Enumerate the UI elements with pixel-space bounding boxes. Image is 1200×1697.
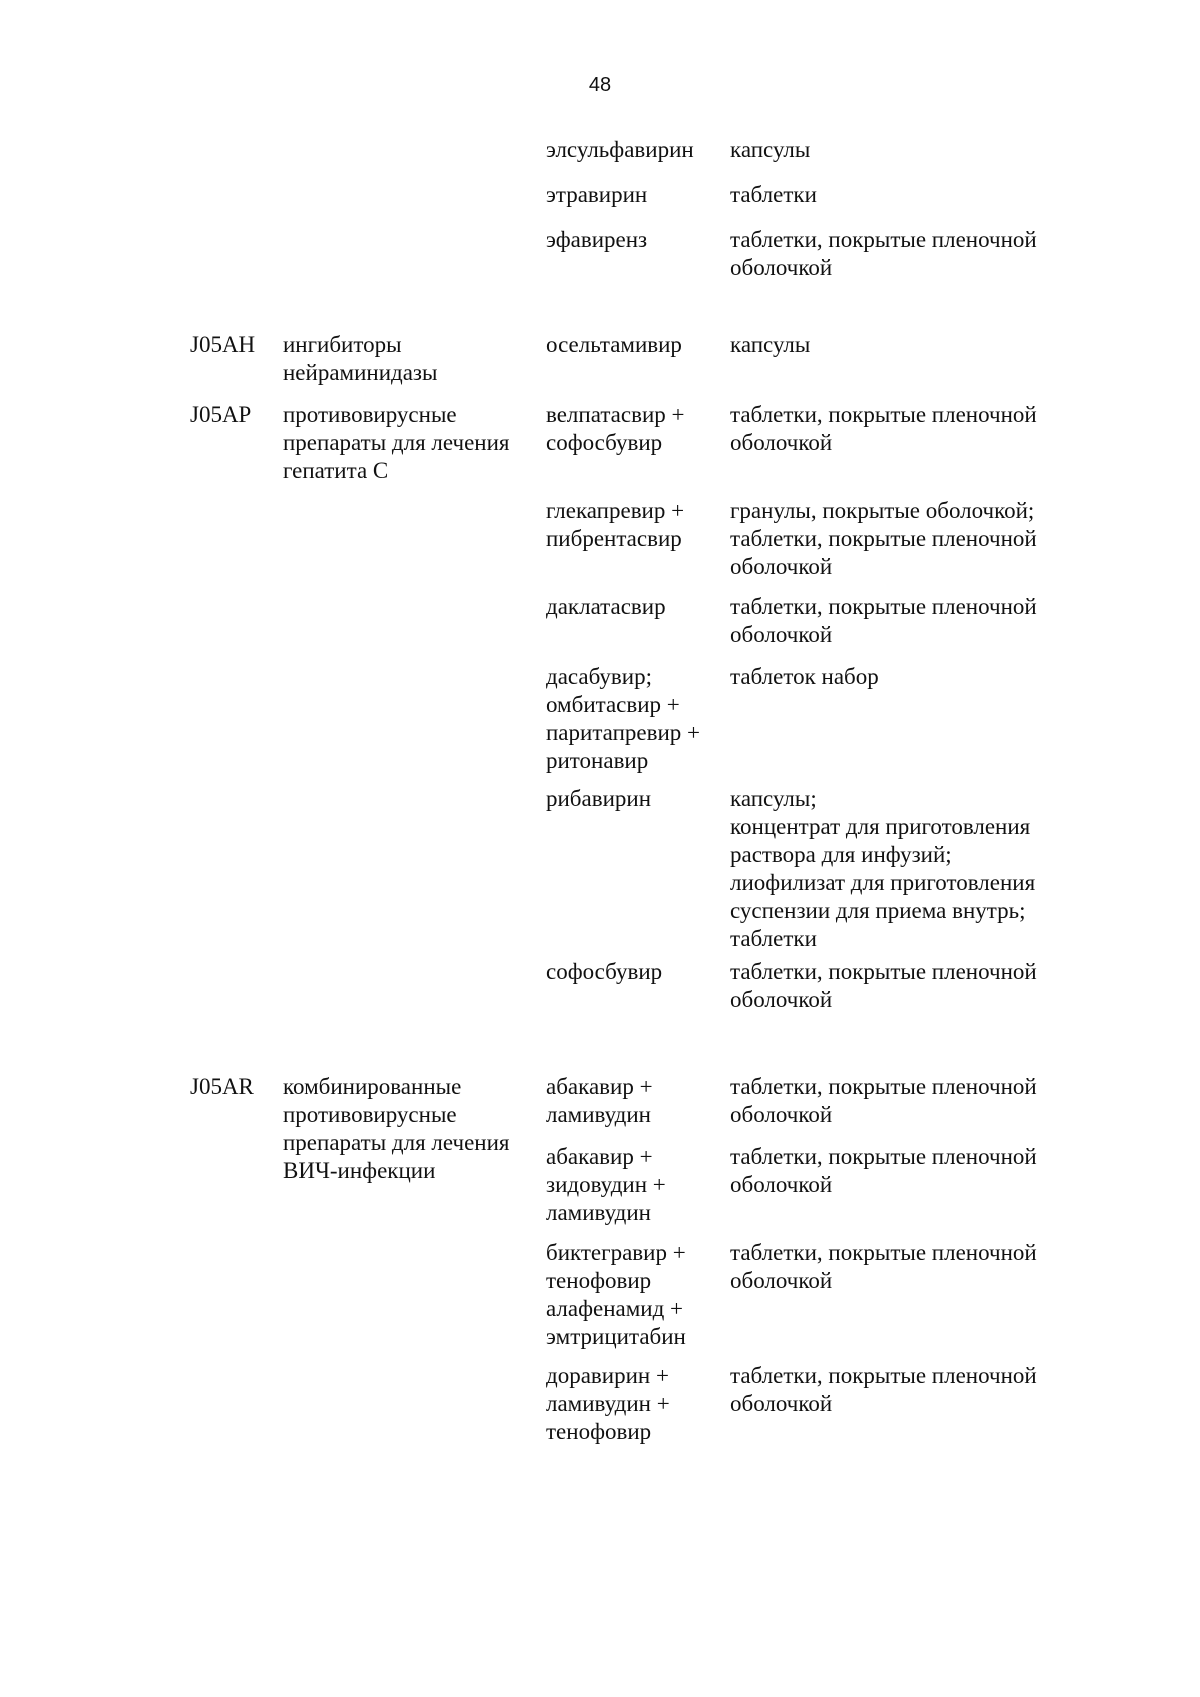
drug-name-line: ламивудин + bbox=[546, 1391, 670, 1416]
dosage-form-line: таблетки, покрытые пленочной bbox=[730, 1240, 1037, 1265]
dosage-form-line: капсулы bbox=[730, 137, 811, 162]
page-number: 48 bbox=[588, 74, 612, 96]
dosage-form bbox=[730, 593, 1100, 649]
drug-name-line: ритонавир bbox=[546, 748, 649, 773]
drug-name bbox=[546, 958, 726, 986]
drug-group-line: противовирусные bbox=[283, 1102, 457, 1127]
dosage-form-line: таблетки, покрытые пленочной bbox=[730, 594, 1037, 619]
drug-name-line: тенофовир bbox=[546, 1419, 652, 1444]
drug-name-line: пибрентасвир bbox=[546, 526, 682, 551]
drug-name bbox=[546, 593, 726, 621]
drug-name-line: омбитасвир + bbox=[546, 692, 680, 717]
dosage-form-line: оболочкой bbox=[730, 1102, 833, 1127]
drug-name-line: софосбувир bbox=[546, 959, 663, 984]
drug-name-line: глекапревир + bbox=[546, 498, 685, 523]
dosage-form-line: оболочкой bbox=[730, 987, 833, 1012]
drug-name-line: паритапревир + bbox=[546, 720, 700, 745]
dosage-form bbox=[730, 958, 1100, 1014]
dosage-form bbox=[730, 181, 1100, 209]
dosage-form bbox=[730, 663, 1100, 691]
dosage-form bbox=[730, 136, 1100, 164]
dosage-form-line: оболочкой bbox=[730, 1391, 833, 1416]
drug-name-line: велпатасвир + bbox=[546, 402, 685, 427]
dosage-form bbox=[730, 1239, 1100, 1295]
drug-name bbox=[546, 1239, 726, 1351]
dosage-form-line: оболочкой bbox=[730, 1268, 833, 1293]
dosage-form-line: оболочкой bbox=[730, 430, 833, 455]
dosage-form bbox=[730, 226, 1100, 282]
drug-name bbox=[546, 497, 726, 553]
atc-code: J05AR bbox=[190, 1074, 254, 1099]
drug-name bbox=[546, 331, 726, 359]
drug-name-line: дасабувир; bbox=[546, 664, 652, 689]
dosage-form-line: капсулы; bbox=[730, 786, 817, 811]
drug-name bbox=[546, 181, 726, 209]
drug-group bbox=[283, 331, 543, 387]
dosage-form bbox=[730, 1362, 1100, 1418]
dosage-form bbox=[730, 1143, 1100, 1199]
dosage-form-line: таблетки bbox=[730, 926, 817, 951]
dosage-form-line: оболочкой bbox=[730, 554, 833, 579]
drug-name-line: даклатасвир bbox=[546, 594, 666, 619]
drug-name bbox=[546, 401, 726, 457]
dosage-form bbox=[730, 401, 1100, 457]
atc-code: J05AH bbox=[190, 332, 256, 357]
drug-group-line: ингибиторы bbox=[283, 332, 402, 357]
drug-group-line: нейраминидазы bbox=[283, 360, 438, 385]
drug-name-line: эфавиренз bbox=[546, 227, 648, 252]
drug-name bbox=[546, 663, 726, 775]
drug-name-line: доравирин + bbox=[546, 1363, 669, 1388]
drug-group-line: гепатита С bbox=[283, 458, 389, 483]
drug-group-line: ВИЧ-инфекции bbox=[283, 1158, 436, 1183]
drug-name-line: этравирин bbox=[546, 182, 648, 207]
dosage-form-line: таблетки, покрытые пленочной bbox=[730, 402, 1037, 427]
drug-group-line: комбинированные bbox=[283, 1074, 462, 1099]
dosage-form bbox=[730, 1073, 1100, 1129]
dosage-form-line: лиофилизат для приготовления bbox=[730, 870, 1036, 895]
drug-name-line: абакавир + bbox=[546, 1074, 653, 1099]
dosage-form-line: суспензии для приема внутрь; bbox=[730, 898, 1026, 923]
drug-name-line: софосбувир bbox=[546, 430, 663, 455]
dosage-form-line: таблетки, покрытые пленочной bbox=[730, 227, 1037, 252]
drug-name-line: ламивудин bbox=[546, 1102, 651, 1127]
drug-name bbox=[546, 1143, 726, 1227]
drug-group-line: препараты для лечения bbox=[283, 430, 510, 455]
dosage-form bbox=[730, 331, 1100, 359]
drug-name-line: ламивудин bbox=[546, 1200, 651, 1225]
dosage-form-line: оболочкой bbox=[730, 255, 833, 280]
dosage-form bbox=[730, 497, 1100, 581]
dosage-form-line: таблетки, покрытые пленочной bbox=[730, 1074, 1037, 1099]
drug-name-line: алафенамид + bbox=[546, 1296, 684, 1321]
dosage-form-line: раствора для инфузий; bbox=[730, 842, 952, 867]
drug-name bbox=[546, 1362, 726, 1446]
drug-name-line: рибавирин bbox=[546, 786, 652, 811]
drug-group-line: препараты для лечения bbox=[283, 1130, 510, 1155]
dosage-form-line: таблетки, покрытые пленочной bbox=[730, 1363, 1037, 1388]
drug-group bbox=[283, 1073, 543, 1185]
drug-name-line: элсульфавирин bbox=[546, 137, 694, 162]
drug-group bbox=[283, 401, 543, 485]
drug-name bbox=[546, 136, 726, 164]
dosage-form-line: таблетки, покрытые пленочной bbox=[730, 1144, 1037, 1169]
drug-group-line: противовирусные bbox=[283, 402, 457, 427]
dosage-form-line: оболочкой bbox=[730, 622, 833, 647]
drug-name-line: абакавир + bbox=[546, 1144, 653, 1169]
drug-name bbox=[546, 226, 726, 254]
dosage-form-line: гранулы, покрытые оболочкой; bbox=[730, 498, 1035, 523]
dosage-form-line: оболочкой bbox=[730, 1172, 833, 1197]
drug-name-line: осельтамивир bbox=[546, 332, 682, 357]
drug-name-line: зидовудин + bbox=[546, 1172, 666, 1197]
drug-name-line: биктегравир + bbox=[546, 1240, 686, 1265]
dosage-form-line: таблетки, покрытые пленочной bbox=[730, 959, 1037, 984]
dosage-form-line: таблетки, покрытые пленочной bbox=[730, 526, 1037, 551]
dosage-form-line: концентрат для приготовления bbox=[730, 814, 1031, 839]
drug-name-line: тенофовир bbox=[546, 1268, 652, 1293]
dosage-form-line: таблеток набор bbox=[730, 664, 879, 689]
dosage-form-line: таблетки bbox=[730, 182, 817, 207]
drug-name-line: эмтрицитабин bbox=[546, 1324, 686, 1349]
dosage-form-line: капсулы bbox=[730, 332, 811, 357]
dosage-form bbox=[730, 785, 1100, 953]
drug-name bbox=[546, 785, 726, 813]
drug-name bbox=[546, 1073, 726, 1129]
atc-code: J05AP bbox=[190, 402, 252, 427]
